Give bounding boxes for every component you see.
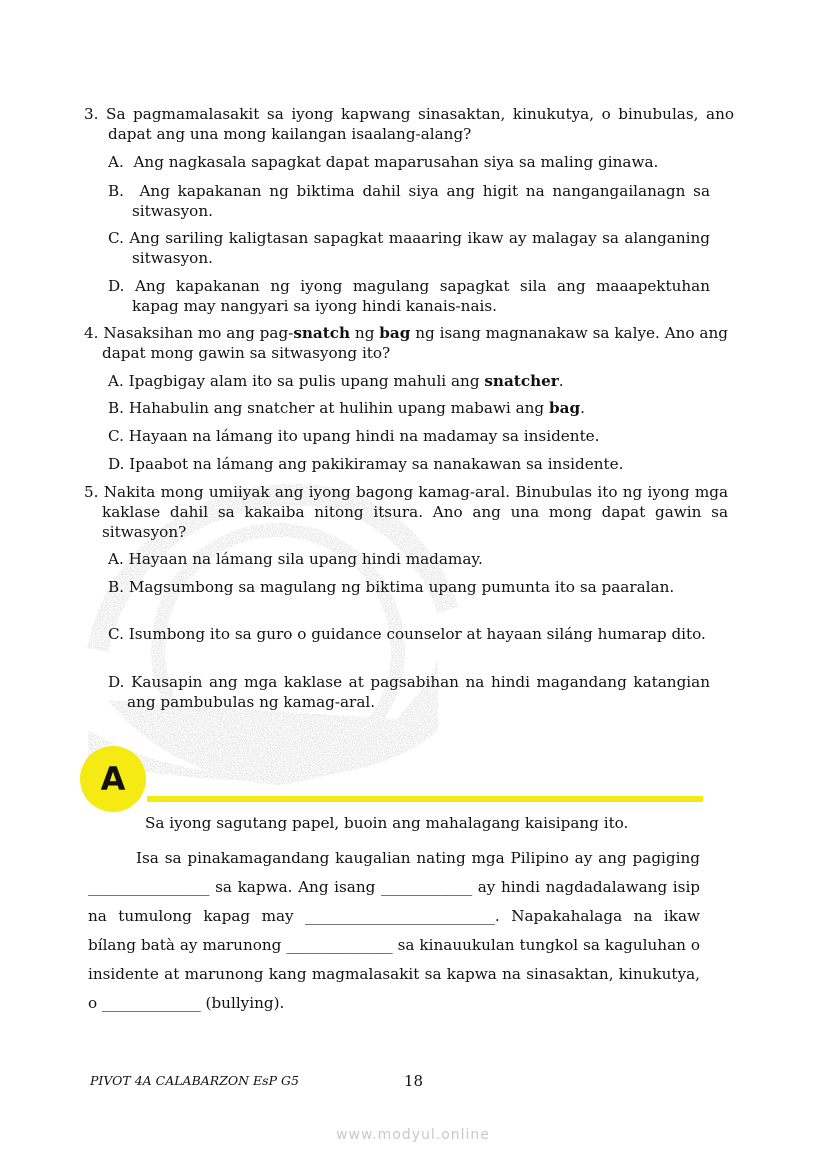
q5-option-c bbox=[108, 624, 710, 644]
q4-option-b bbox=[108, 398, 710, 418]
page-number: 18 bbox=[404, 1072, 424, 1090]
option-text: Ang kapakanan ng iyong magulang sapagkat sila ang maaapektuhan kapag may nangyari sa iyong hindi kanais-nais. bbox=[132, 277, 711, 315]
footer-module-label: PIVOT 4A CALABARZON EsP G5 bbox=[90, 1073, 299, 1088]
answer-blank-3[interactable]: _________________________. bbox=[305, 907, 500, 925]
question-number: 5. bbox=[84, 483, 99, 501]
q5-option-b bbox=[108, 577, 710, 597]
answer-blank-1[interactable]: ________________ bbox=[88, 878, 210, 896]
option-end: . bbox=[558, 372, 564, 390]
q4-option-d bbox=[108, 454, 710, 474]
question-bold-term: snatch bbox=[293, 324, 351, 342]
paragraph-text: sa kinauukulan tungkol sa kaguluhan o insidente at marunong kang magmalasakit sa kapwa na sinasaktan, kinukutya, o bbox=[88, 936, 701, 1012]
question-bold-term: bag bbox=[379, 324, 411, 342]
fill-in-paragraph bbox=[88, 844, 700, 1018]
option-letter: C. bbox=[108, 229, 124, 247]
option-letter: D. bbox=[108, 673, 125, 691]
option-bold-term: snatcher bbox=[484, 372, 559, 390]
option-text: Hahabulin ang snatcher at hulihin upang mabawi ang bbox=[128, 399, 549, 417]
q3-option-b bbox=[108, 181, 710, 221]
option-letter: B. bbox=[108, 182, 124, 200]
paragraph-text: (bullying). bbox=[205, 994, 285, 1012]
question-text: ng bbox=[350, 324, 380, 342]
answer-blank-2[interactable]: ____________ bbox=[380, 878, 473, 896]
answer-blank-4[interactable]: ______________ bbox=[286, 936, 393, 954]
q4-option-c bbox=[108, 426, 710, 446]
option-end: . bbox=[580, 399, 585, 417]
paragraph-text: Napakahalaga na ikaw bílang batà ay marunong bbox=[88, 907, 701, 954]
question-text: Nasaksihan mo ang pag- bbox=[103, 324, 294, 342]
q3-option-a bbox=[108, 152, 710, 172]
option-text: Ang sariling kaligtasan sapagkat maaaring ikaw ay malagay sa alanganing sitwasyon. bbox=[129, 229, 710, 267]
option-text: Magsumbong sa magulang ng biktima upang pumunta ito sa paaralan. bbox=[128, 578, 675, 596]
option-text: Ang kapakanan ng biktima dahil siya ang higit na nangangailanagn sa sitwasyon. bbox=[132, 182, 711, 220]
option-letter: D. bbox=[108, 455, 125, 473]
q5-option-a bbox=[108, 549, 710, 569]
paragraph-text: Isa sa pinakamagandang kaugalian nating mga Pilipino ay ang pagiging bbox=[136, 849, 700, 867]
option-bold-term: bag bbox=[548, 399, 581, 417]
question-number: 4. bbox=[84, 324, 99, 342]
option-letter: B. bbox=[108, 578, 124, 596]
option-text: Isumbong ito sa guro o guidance counselor at hayaan siláng humarap dito. bbox=[128, 625, 706, 643]
option-text: Hayaan na lámang sila upang hindi madamay. bbox=[128, 550, 483, 568]
q3-option-d bbox=[108, 276, 710, 316]
q3-option-c bbox=[108, 228, 710, 268]
q5-option-d bbox=[108, 672, 710, 712]
option-text: Ang nagkasala sapagkat dapat maparusahan siya sa maling ginawa. bbox=[133, 153, 659, 171]
site-watermark-text: www.modyul.online bbox=[336, 1127, 490, 1143]
option-letter: C. bbox=[108, 625, 124, 643]
question-text: Sa pagmamalasakit sa iyong kapwang sinasaktan, kinukutya, o binubulas, ano dapat ang una mong kailangan isaalang-alang? bbox=[106, 105, 734, 143]
question-text: ng isang magnanakaw sa kalye. Ano ang dapat mong gawin sa sitwasyong ito? bbox=[102, 324, 728, 362]
question-4 bbox=[84, 323, 728, 363]
option-letter: A. bbox=[108, 372, 124, 390]
option-letter: A. bbox=[108, 550, 124, 568]
option-text: Ipagbigay alam ito sa pulis upang mahuli ang bbox=[128, 372, 485, 390]
section-a-badge: A bbox=[80, 746, 146, 812]
answer-blank-5[interactable]: _____________ bbox=[101, 994, 201, 1012]
question-5 bbox=[84, 482, 728, 542]
option-text: Kausapin ang mga kaklase at pagsabihan na hindi magandang katangian ang pambubulas ng kamag-aral. bbox=[127, 673, 711, 711]
question-number: 3. bbox=[84, 105, 99, 123]
option-letter: C. bbox=[108, 427, 124, 445]
section-a-divider bbox=[147, 796, 703, 802]
paragraph-text: ay hindi nagdadalawang isip na tumulong kapag may bbox=[88, 878, 701, 925]
option-letter: D. bbox=[108, 277, 125, 295]
option-text: Hayaan na lámang ito upang hindi na madamay sa insidente. bbox=[128, 427, 600, 445]
q4-option-a bbox=[108, 371, 710, 391]
section-a-instruction: Sa iyong sagutang papel, buoin ang mahalagang kaisipang ito. bbox=[145, 814, 629, 832]
option-letter: B. bbox=[108, 399, 124, 417]
option-text: Ipaabot na lámang ang pakikiramay sa nanakawan sa insidente. bbox=[129, 455, 624, 473]
question-text: Nakita mong umiiyak ang iyong bagong kamag-aral. Binubulas ito ng iyong mga kaklase dahil sa kakaiba nitong itsura. Ano ang una mong dapat gawin sa sitwasyon? bbox=[102, 483, 728, 541]
option-letter: A. bbox=[108, 153, 124, 171]
paragraph-text: sa kapwa. Ang isang bbox=[215, 878, 376, 896]
question-3 bbox=[84, 104, 734, 144]
